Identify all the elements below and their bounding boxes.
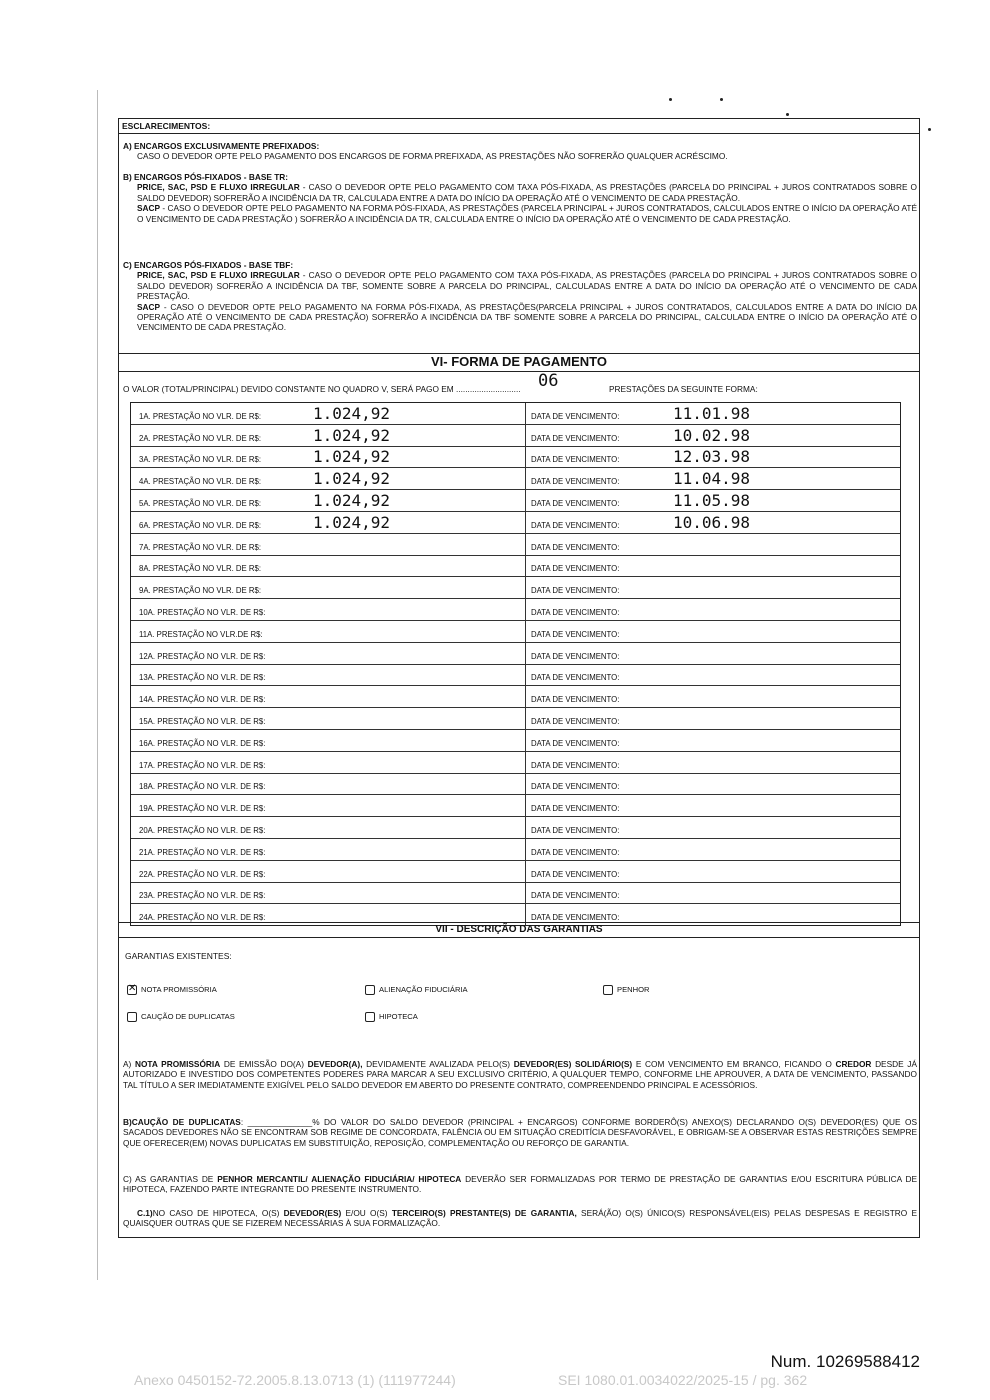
column-divider: [525, 447, 526, 468]
vencimento-label: DATA DE VENCIMENTO:: [531, 564, 620, 574]
vencimento-label: DATA DE VENCIMENTO:: [531, 891, 620, 901]
column-divider: [525, 665, 526, 686]
vencimento-data: 11.01.98: [673, 403, 751, 423]
prestacao-label: 13A. PRESTAÇÃO NO VLR. DE R$:: [139, 673, 266, 683]
prestacao-label: 17A. PRESTAÇÃO NO VLR. DE R$:: [139, 760, 266, 770]
vencimento-label: DATA DE VENCIMENTO:: [531, 586, 620, 596]
vencimento-label: DATA DE VENCIMENTO:: [531, 869, 620, 879]
vencimento-label: DATA DE VENCIMENTO:: [531, 629, 620, 639]
option-label: NOTA PROMISSÓRIA: [141, 985, 217, 994]
prestacao-row: [131, 773, 900, 795]
prestacao-label: 24A. PRESTAÇÃO NO VLR. DE R$:: [139, 913, 266, 923]
prestacao-row: [131, 620, 900, 642]
vencimento-label: DATA DE VENCIMENTO:: [531, 455, 620, 465]
a-bold1: NOTA PROMISSÓRIA: [134, 1059, 221, 1069]
vencimento-data: 10.02.98: [673, 425, 751, 445]
option-label: CAUÇÃO DE DUPLICATAS: [141, 1012, 235, 1021]
esclarecimento-c-title: C) ENCARGOS PÓS-FIXADOS - BASE TBF:: [123, 260, 294, 270]
c1-t2: E/OU O(S): [341, 1208, 392, 1218]
column-divider: [525, 883, 526, 904]
page-edge-line: [97, 90, 98, 1280]
header-rule: [119, 133, 919, 134]
prestacao-row: [131, 729, 900, 751]
prestacao-row: [131, 685, 900, 707]
garantia-b-paragraph: [123, 1117, 917, 1148]
footer-anexo: Anexo 0450152-72.2005.8.13.0713 (1) (111977244): [134, 1372, 456, 1388]
column-divider: [525, 686, 526, 707]
c-sacp-text: - CASO O DEVEDOR OPTE PELO PAGAMENTO NA FORMA PÓS-FIXADA, AS PRESTAÇÕES(PARCELA PRINCIPAL + JUROS CONTRATADOS, CALCULADOS ENTRE A DATA DO INÍCIO DA OPERAÇÃO ATÉ O VENCIMENTO DE CADA PRESTAÇÃO) SOFRERÃO A INCIDÊNCIA DA TBF SOMENTE SOBRE A PARCELA DO PRINCIPAL, CALCULADA ENTRE O INÍCIO DA OPERAÇÃO ATÉ O VENCIMENTO DE CADA PRESTAÇÃO.: [137, 301, 917, 333]
forma-pagamento-title: VI- FORMA DE PAGAMENTO: [119, 353, 919, 372]
column-divider: [525, 643, 526, 664]
prestacao-row: [131, 576, 900, 598]
prestacao-row: [131, 860, 900, 882]
checkbox-icon[interactable]: [365, 985, 375, 995]
vencimento-label: DATA DE VENCIMENTO:: [531, 913, 620, 923]
vencimento-data: 11.05.98: [673, 490, 751, 510]
c1-t3: SERÁ(ÃO) O(S) ÚNICO(S) RESPONSÁVEL(EIS) PELAS DESPESAS E REGISTRO E QUAISQUER OUTRAS QUE SE FIZEREM NECESSÁRIAS À SUA FORMALIZAÇÃO.: [123, 1208, 917, 1229]
prestacao-label: 21A. PRESTAÇÃO NO VLR. DE R$:: [139, 847, 266, 857]
prestacao-row: [131, 794, 900, 816]
column-divider: [525, 577, 526, 598]
prestacao-valor: 1.024,92: [313, 403, 391, 423]
a-t1: DE EMISSÃO DO(A): [220, 1059, 308, 1069]
vencimento-label: DATA DE VENCIMENTO:: [531, 782, 620, 792]
prestacao-label: 15A. PRESTAÇÃO NO VLR. DE R$:: [139, 716, 266, 726]
checkbox-icon[interactable]: [127, 1012, 137, 1022]
esclarecimento-a-text: CASO O DEVEDOR OPTE PELO PAGAMENTO DOS ENCARGOS DE FORMA PREFIXADA, AS PRESTAÇÕES NÃO SOFRERÃO QUALQUER ACRÉSCIMO.: [137, 151, 728, 162]
option-caucao-duplicatas[interactable]: [127, 1012, 235, 1022]
prestacao-row: [131, 707, 900, 729]
esclarecimento-b-title: B) ENCARGOS PÓS-FIXADOS - BASE TR:: [123, 172, 289, 182]
prestacao-valor: 1.024,92: [313, 512, 391, 532]
vencimento-data: 10.06.98: [673, 512, 751, 532]
prestacao-row: [131, 446, 900, 468]
column-divider: [525, 512, 526, 533]
column-divider: [525, 708, 526, 729]
prestacao-row: [131, 838, 900, 860]
prestacao-row: [131, 642, 900, 664]
checkbox-icon[interactable]: [603, 985, 613, 995]
c1-bold3: TERCEIRO(S) PRESTANTE(S) DE GARANTIA,: [391, 1208, 577, 1218]
column-divider: [525, 425, 526, 446]
prestacao-row: [131, 533, 900, 555]
prestacao-label: 23A. PRESTAÇÃO NO VLR. DE R$:: [139, 891, 266, 901]
option-nota-promissoria[interactable]: [127, 985, 217, 995]
column-divider: [525, 795, 526, 816]
c-price-text: - CASO O DEVEDOR OPTE PELO PAGAMENTO COM TAXA PÓS-FIXADA, AS PRESTAÇÕES (PARCELA DO PRINCIPAL + JUROS CONTRATADOS SOBRE O SALDO DEVEDOR) SOFRERÃO A INCIDÊNCIA DA TBF, SOMENTE SOBRE A PARCELA DO PRINCIPAL, CALCULADAS ENTRE A DATA DO INÍCIO DA OPERAÇÃO ATÉ O VENCIMENTO DE CADA PRESTAÇÃO.: [137, 270, 917, 302]
prestacao-valor: 1.024,92: [313, 447, 391, 467]
c-bold: PENHOR MERCANTIL/ ALIENAÇÃO FIDUCIÁRIA/ HIPOTECA: [217, 1174, 462, 1184]
checkbox-icon[interactable]: [365, 1012, 375, 1022]
option-label: HIPOTECA: [379, 1012, 418, 1021]
prestacao-label: 19A. PRESTAÇÃO NO VLR. DE R$:: [139, 804, 266, 814]
scan-speck: [786, 113, 789, 116]
vencimento-label: DATA DE VENCIMENTO:: [531, 825, 620, 835]
prestacao-row: [131, 403, 900, 424]
esclarecimento-b-sacp: [123, 203, 917, 224]
column-divider: [525, 490, 526, 511]
a-t3: E COM VENCIMENTO EM BRANCO, FICANDO O: [632, 1059, 836, 1069]
b-bold: B)CAUÇÃO DE DUPLICATAS: [123, 1117, 241, 1127]
vencimento-label: DATA DE VENCIMENTO:: [531, 651, 620, 661]
c1-t1: NO CASO DE HIPOTECA, O(S): [152, 1208, 284, 1218]
prestacao-label: 3A. PRESTAÇÃO NO VLR. DE R$:: [139, 455, 262, 465]
vencimento-label: DATA DE VENCIMENTO:: [531, 760, 620, 770]
a-bold2: DEVEDOR(A),: [307, 1059, 363, 1069]
column-divider: [525, 774, 526, 795]
c-t1: DEVERÃO SER FORMALIZADAS POR TERMO DE PRESTAÇÃO DE GARANTIAS E/OU ESCRITURA PÚBLICA DE HIPOTECA, FAZENDO PARTE INTEGRANTE DO PRESENTE INSTRUMENTO.: [123, 1174, 918, 1195]
scan-speck: [720, 98, 723, 101]
prestacao-row: [131, 467, 900, 489]
prestacao-valor: 1.024,92: [313, 469, 391, 489]
num-prestacoes: 06: [538, 371, 559, 391]
prestacao-label: 10A. PRESTAÇÃO NO VLR. DE R$:: [139, 607, 266, 617]
prestacao-row: [131, 511, 900, 533]
esclarecimento-b: [123, 172, 917, 224]
prestacao-label: 16A. PRESTAÇÃO NO VLR. DE R$:: [139, 738, 266, 748]
garantia-c-paragraph: [123, 1174, 917, 1195]
column-divider: [525, 556, 526, 577]
prestacao-valor: 1.024,92: [313, 425, 391, 445]
column-divider: [525, 817, 526, 838]
esclarecimento-b-price: [123, 182, 917, 203]
prestacao-row: [131, 664, 900, 686]
vencimento-label: DATA DE VENCIMENTO:: [531, 411, 620, 421]
footer-sei: SEI 1080.01.0034022/2025-15 / pg. 362: [558, 1372, 808, 1388]
column-divider: [525, 752, 526, 773]
prestacao-label: 18A. PRESTAÇÃO NO VLR. DE R$:: [139, 782, 266, 792]
prestacao-label: 12A. PRESTAÇÃO NO VLR. DE R$:: [139, 651, 266, 661]
b-t1: : ______________% DO VALOR DO SALDO DEVEDOR (PRINCIPAL + ENCARGOS) CONFORME BORDERÔ(S) ANEXO(S) DECLARANDO O(S) DEVEDOR(ES) QUE OS SACADOS DEVEDORES NÃO SE ENCONTRAM SOB REGIME DE CONCORDATA, FALÊNCIA OU EM SITUAÇÃO CREDITÍCIA DESFAVORÁVEL, E OBRIGAM-SE A OBSERVAR ESTAS RESTRIÇÕES SEMPRE QUE OFERECER(EM) NOVAS DUPLICATAS EM SUBSTITUIÇÃO, REPOSIÇÃO, COMPLEMENTAÇÃO OU REFORÇO DE GARANTIA.: [123, 1117, 917, 1148]
esclarecimentos-title: ESCLARECIMENTOS:: [122, 121, 211, 131]
esclarecimento-c: [123, 260, 917, 333]
prestacao-label: 11A. PRESTAÇÃO NO VLR.DE R$:: [139, 629, 263, 639]
c-sacp-bold: SACP: [137, 301, 161, 312]
prestacoes-table: [130, 402, 901, 926]
scan-speck: [669, 98, 672, 101]
a-t4: DESDE JÁ AUTORIZADO E INVESTIDO DOS COMPETENTES PODERES PARA MARCAR A SEU EXCLUSIVO CRITÉRIO, A QUALQUER TEMPO, CONFORME LHE APROUVER, A DATA DE VENCIMENTO, PASSANDO TAL TÍTULO A SER IMEDIATAMENTE EXIGÍVEL PELO SALDO DEVEDOR EM ABERTO DO PRESENTE CONTRATO, COMPREENDENDO PRINCIPAL E ACESSÓRIOS.: [123, 1059, 917, 1090]
b-sacp-bold: SACP: [137, 203, 161, 214]
c-price-bold: PRICE, SAC, PSD E FLUXO IRREGULAR: [137, 270, 300, 281]
prestacao-label: 6A. PRESTAÇÃO NO VLR. DE R$:: [139, 520, 262, 530]
prestacao-valor: 1.024,92: [313, 490, 391, 510]
vencimento-label: DATA DE VENCIMENTO:: [531, 498, 620, 508]
garantias-title: VII - DESCRIÇÃO DAS GARANTIAS: [119, 922, 919, 938]
column-divider: [525, 730, 526, 751]
vencimento-label: DATA DE VENCIMENTO:: [531, 477, 620, 487]
column-divider: [525, 599, 526, 620]
vencimento-label: DATA DE VENCIMENTO:: [531, 804, 620, 814]
valor-suffix: PRESTAÇÕES DA SEGUINTE FORMA:: [609, 384, 758, 394]
prestacao-row: [131, 751, 900, 773]
footer-document-number: Num. 10269588412: [770, 1352, 920, 1371]
a-t2: DEVIDAMENTE AVALIZADA PELO(S): [362, 1059, 514, 1069]
esclarecimento-a: [123, 141, 917, 162]
checkbox-checked-icon[interactable]: [127, 985, 137, 995]
esclarecimento-a-title: A) ENCARGOS EXCLUSIVAMENTE PREFIXADOS:: [123, 141, 320, 151]
prestacao-label: 14A. PRESTAÇÃO NO VLR. DE R$:: [139, 695, 266, 705]
vencimento-label: DATA DE VENCIMENTO:: [531, 738, 620, 748]
column-divider: [525, 839, 526, 860]
prestacao-label: 4A. PRESTAÇÃO NO VLR. DE R$:: [139, 477, 262, 487]
vencimento-label: DATA DE VENCIMENTO:: [531, 520, 620, 530]
valor-line: [123, 371, 913, 394]
prestacao-row: [131, 816, 900, 838]
option-label: PENHOR: [617, 985, 650, 994]
option-hipoteca[interactable]: [365, 1012, 418, 1022]
prestacao-label: 22A. PRESTAÇÃO NO VLR. DE R$:: [139, 869, 266, 879]
a-pre: A): [123, 1059, 135, 1069]
option-alienacao-fiduciaria[interactable]: [365, 985, 468, 995]
document-frame: [118, 118, 920, 1238]
prestacao-label: 9A. PRESTAÇÃO NO VLR. DE R$:: [139, 586, 262, 596]
vencimento-label: DATA DE VENCIMENTO:: [531, 695, 620, 705]
column-divider: [525, 403, 526, 424]
vencimento-label: DATA DE VENCIMENTO:: [531, 542, 620, 552]
prestacao-row: [131, 598, 900, 620]
valor-prefix: O VALOR (TOTAL/PRINCIPAL) DEVIDO CONSTANTE NO QUADRO V, SERÁ PAGO EM ............................: [123, 384, 521, 394]
c1-bold2: DEVEDOR(ES): [283, 1208, 342, 1218]
prestacao-row: [131, 555, 900, 577]
a-bold4: CREDOR: [835, 1059, 872, 1069]
option-penhor[interactable]: [603, 985, 650, 995]
vencimento-label: DATA DE VENCIMENTO:: [531, 716, 620, 726]
prestacao-label: 5A. PRESTAÇÃO NO VLR. DE R$:: [139, 498, 262, 508]
b-sacp-text: - CASO O DEVEDOR OPTE PELO PAGAMENTO NA FORMA PÓS-FIXADA, AS PRESTAÇÕES (PARCELA PRINCIPAL + JUROS CONTRATADOS, CALCULADOS ENTRE O INÍCIO DA OPERAÇÃO ATÉ O VENCIMENTO DE CADA PRESTAÇÃO ) SOFRERÃO A INCIDÊNCIA DA TR, CALCULADA ENTRE O INÍCIO DA OPERAÇÃO ATÉ O VENCIMENTO DE CADA PRESTAÇÃO.: [137, 203, 917, 224]
vencimento-data: 11.04.98: [673, 469, 751, 489]
c-t0: C) AS GARANTIAS DE: [123, 1174, 218, 1184]
column-divider: [525, 621, 526, 642]
vencimento-label: DATA DE VENCIMENTO:: [531, 607, 620, 617]
prestacao-label: 7A. PRESTAÇÃO NO VLR. DE R$:: [139, 542, 262, 552]
prestacao-label: 2A. PRESTAÇÃO NO VLR. DE R$:: [139, 433, 262, 443]
garantias-existentes-label: GARANTIAS EXISTENTES:: [125, 951, 232, 961]
option-label: ALIENAÇÃO FIDUCIÁRIA: [379, 985, 468, 994]
vencimento-label: DATA DE VENCIMENTO:: [531, 673, 620, 683]
column-divider: [525, 861, 526, 882]
garantia-a-paragraph: [123, 1059, 917, 1090]
scan-speck: [928, 128, 931, 131]
b-price-bold: PRICE, SAC, PSD E FLUXO IRREGULAR: [137, 182, 300, 193]
c1-bold1: C.1): [137, 1208, 153, 1218]
prestacao-label: 8A. PRESTAÇÃO NO VLR. DE R$:: [139, 564, 262, 574]
garantia-c1-paragraph: [123, 1208, 917, 1229]
prestacao-label: 1A. PRESTAÇÃO NO VLR. DE R$:: [139, 411, 262, 421]
vencimento-label: DATA DE VENCIMENTO:: [531, 847, 620, 857]
prestacao-row: [131, 424, 900, 446]
prestacao-row: [131, 489, 900, 511]
vencimento-data: 12.03.98: [673, 447, 751, 467]
prestacao-row: [131, 882, 900, 904]
prestacao-label: 20A. PRESTAÇÃO NO VLR. DE R$:: [139, 825, 266, 835]
esclarecimento-c-sacp: [123, 302, 917, 333]
column-divider: [525, 534, 526, 555]
column-divider: [525, 468, 526, 489]
a-bold3: DEVEDOR(ES) SOLIDÁRIO(S): [513, 1059, 633, 1069]
esclarecimento-c-price: [123, 270, 917, 301]
vencimento-label: DATA DE VENCIMENTO:: [531, 433, 620, 443]
b-price-text: - CASO O DEVEDOR OPTE PELO PAGAMENTO COM TAXA PÓS-FIXADA, AS PRESTAÇÕES (PARCELA DO PRINCIPAL + JUROS CONTRATADOS SOBRE O SALDO DEVEDOR) SOFRERÃO A INCIDÊNCIA DA TR, CALCULADA ENTRE A DATA DO INÍCIO DA OPERAÇÃO ATÉ O VENCIMENTO DE CADA PRESTAÇÃO.: [137, 182, 917, 203]
